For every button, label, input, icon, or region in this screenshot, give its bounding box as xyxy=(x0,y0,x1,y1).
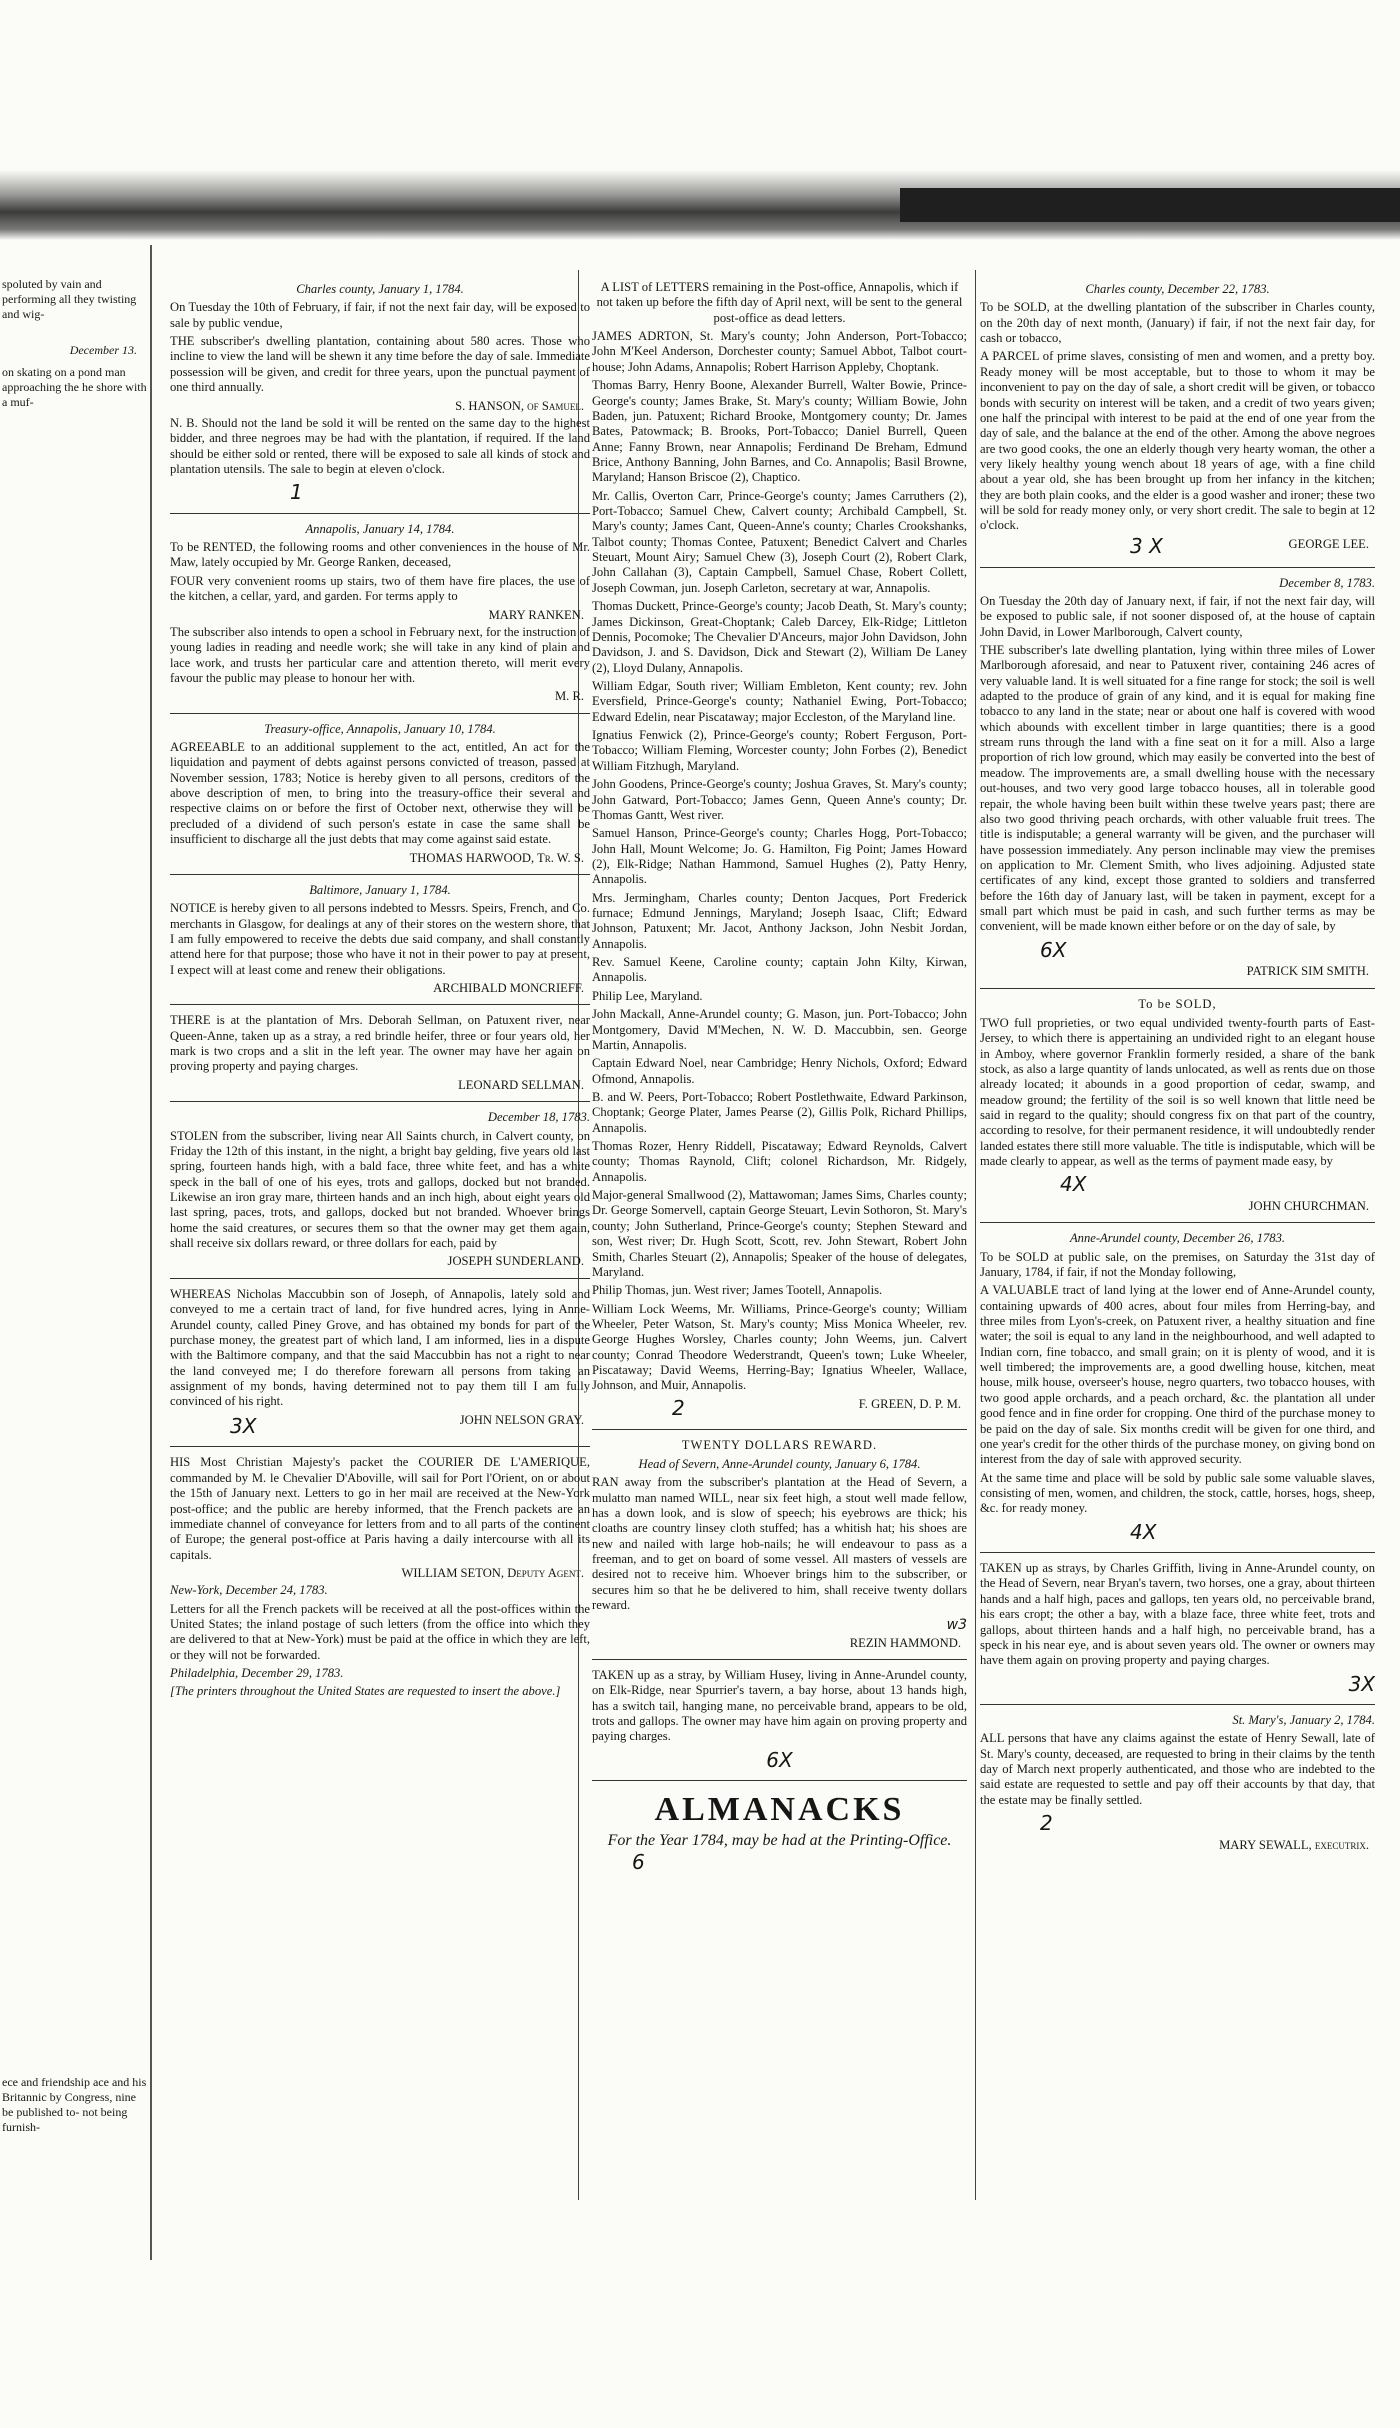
signature: JOHN CHURCHMAN. xyxy=(1248,1198,1369,1213)
ad-sewall xyxy=(980,1713,1375,1853)
left-page-snippet: on skating on a pond man approaching the he shore with a muf- xyxy=(2,365,147,409)
list-paragraph: Samuel Hanson, Prince-George's county; Charles Hogg, Port-Tobacco; John Hall, Mount Welcome; Jo. G. Hamilton, Fig Point; James Howard (2), Elk-Ridge; Nathan Hammond, Samuel Hughes (2), Patty Henry, Annapolis. xyxy=(592,826,967,887)
ad-body: TAKEN up as a stray, by William Husey, living in Anne-Arundel county, on Elk-Ridge, near Spurrier's tavern, a bay horse, about 13 hands high, has a switch tail, hanging mane, no perceivable brand, appears to be old, trots and gallops. The owner may have him again on proving property and paying charges. xyxy=(592,1667,967,1744)
handwritten-mark: 1 xyxy=(290,480,303,505)
signature: MARY RANKEN. xyxy=(488,607,584,622)
divider xyxy=(170,874,590,875)
ad-body: THE subscriber's late dwelling plantation, lying within three miles of Lower Marlborough aforesaid, and near to Patuxent river, containing 246 acres of very valuable land. It is well situated for a fine range for stock; the soil is well adapted to the produce of grain of any kind, and it is equal for making fine tobacco to any land in the state; near or about one half is covered with wood which abounds with excellent timber in large quantities; there is a good stream runs through the land with a fine seat on it for a mill. Also a large proportion of rich low ground, which may easily be converted into the best of meadow. The improvements are, a small dwelling house with the necessary out-houses, and two very good large tobacco houses, all in tolerable good repair, the whole having been built within these twelve years past; there are also two good thriving peach orchards, with other valuable fruit trees. The title is indisputable; a general warranty will be given, and the purchaser will have possession immediately. Any person inclinable may view the premises on application to Mr. Clement Smith, who lives adjoining. Adjusted state certificates of any kind, except those granted to soldiers and transferred before the 16th day of January last, will be taken in payment, except for a small part which must be paid in cash, and such further terms as may be convenient, will be made known either before or on the day of sale, by xyxy=(980,642,1375,934)
ad-body: For the Year 1784, may be had at the Printing-Office. xyxy=(607,1831,952,1849)
column-3 xyxy=(980,280,1375,1861)
ad-note: The subscriber also intends to open a school in February next, for the instruction of young ladies in reading and needle work; she will take in any kind of plain and lace work, and trusts her particular care and attention thereto, will merit every favour the public may please to honour her with. xyxy=(170,624,590,685)
signature: ARCHIBALD MONCRIEFF. xyxy=(433,981,584,996)
handwritten-mark: 6X xyxy=(1040,937,1067,962)
divider xyxy=(592,1780,967,1781)
divider xyxy=(980,1704,1375,1705)
ad-body: HIS Most Christian Majesty's packet the COURIER DE L'AMERIQUE, commanded by M. le Chevalier D'Aboville, will sail for Port l'Orient, on or about the 15th of January next. Letters to go in her mail are received at the New-York post-office; and the public are hereby informed, that the French packets are an immediate channel of conveyance for letters from and to all parts of the continent of Europe; the general post-office at Paris having a daily intercourse with all its capitals. xyxy=(170,1455,590,1562)
list-paragraph: Thomas Rozer, Henry Riddell, Piscataway; Edward Reynolds, Calvert county; Thomas Raynold, Clift; colonel Richardson, Mr. Ridgely, Annapolis. xyxy=(592,1139,967,1184)
dateline: Charles county, December 22, 1783. xyxy=(1085,282,1270,296)
ad-body: WHEREAS Nicholas Maccubbin son of Joseph, of Annapolis, lately sold and conveyed to me a certain tract of land, for five hundred acres, lying in Anne-Arundel county, called Piney Grove, and has obtained my bonds for part of the purchase money, the greatest part of which land, I am informed, lies in a dispute with the Baltimore company, and that the said Maccubbin has not a right to near the land conveyed me; I do therefore forewarn all persons from taking an assignment of my bonds, having determined not to pay them till I am fully convinced of his right. xyxy=(170,1286,590,1409)
handwritten-mark: 3X xyxy=(230,1414,257,1439)
list-paragraph: Philip Lee, Maryland. xyxy=(592,988,703,1003)
ad-harwood xyxy=(170,722,590,866)
signature: THOMAS HARWOOD, Tr. W. S. xyxy=(409,850,584,865)
ad-note: N. B. Should not the land be sold it will be rented on the same day to the highest bidder, and three negroes may be had with the plantation, if required. If the land should be either sold or rented, there will be exposed to sale all kinds of stock and plantation utensils. The sale to begin at eleven o'clock. xyxy=(170,415,590,476)
ad-note: [The printers throughout the United States are requested to insert the above.] xyxy=(170,1684,561,1699)
handwritten-mark: 3X xyxy=(1348,1671,1375,1696)
dateline: Anne-Arundel county, December 26, 1783. xyxy=(1069,1231,1286,1246)
ad-body: TAKEN up as strays, by Charles Griffith, living in Anne-Arundel county, on the Head of Severn, near Bryan's tavern, two horses, one a gray, about thirteen hands and a half high, paces and gallops, ten years old, no perceivable brand, his ears cropt; the other a bay, with a blaze face, three white feet, trots and gallops, about thirteen hands and a half high, no perceivable brand, has a speck in his near eye, and is about seven years old. The owner or owners may have them again on proving property and paying charges. xyxy=(980,1561,1375,1668)
dateline: New-York, December 24, 1783. xyxy=(170,1583,328,1598)
ad-intro: On Tuesday the 20th day of January next, if fair, if not the next fair day, will be exposed to public sale, if not sooner disposed of, at the house of captain John David, in Lower Marlborough, Calvert county, xyxy=(980,593,1375,639)
list-paragraph: William Lock Weems, Mr. Williams, Prince-George's county; William Wheeler, Peter Watson, St. Mary's county; Miss Monica Wheeler, rev. George Hughes Worsley, Charles county; John Weems, jun. Calvert county; Conrad Theodore Wederstrandt, Queen's town; Luke Wheeler, Piscataway; David Weems, Herring-Bay; Ignatius Wheeler, Wallace, Johnson, and Muir, Annapolis. xyxy=(592,1301,967,1393)
list-paragraph: William Edgar, South river; William Embleton, Kent county; rev. John Eversfield, Prince-George's county; Nathaniel Ewing, Port-Tobacco; Edward Edelin, near Piscataway; major Eccleston, of the Maryland line. xyxy=(592,678,967,724)
divider xyxy=(170,713,590,714)
left-page-dateline: December 13. xyxy=(69,343,137,357)
ad-body: NOTICE is hereby given to all persons indebted to Messrs. Speirs, French, and Co. merchants in Glasgow, for dealings at any of their stores on the western shore, that I am fully empowered to receive the debts due said company, and shall constantly attend here for that purpose; those who have it not in their power to pay at present, I expect will at least come and renew their obligations. xyxy=(170,901,590,977)
divider xyxy=(170,1278,590,1279)
ad-body: THE subscriber's dwelling plantation, containing about 580 acres. Those who incline to view the land will be shewn it any time before the day of sale. Immediate possession will be given, and credit for three years, upon the punctual payment of one third annually. xyxy=(170,334,591,395)
ad-title: To be SOLD, xyxy=(1138,996,1217,1011)
signature: F. GREEN, D. P. M. xyxy=(858,1396,961,1411)
dateline: Baltimore, January 1, 1784. xyxy=(309,882,451,897)
divider xyxy=(170,513,590,514)
dateline: December 18, 1783. xyxy=(487,1110,590,1125)
column-1 xyxy=(170,280,590,1708)
signature: WILLIAM SETON, Deputy Agent. xyxy=(401,1565,584,1580)
ad-body: STOLEN from the subscriber, living near All Saints church, in Calvert county, on Friday the 12th of this instant, in the night, a bright bay gelding, five years old last spring, fourteen hands high, with a bald face, three white feet, and has a white speck in the ball of one of his eyes, trots and gallops, docked but not branded. Likewise an iron gray mare, thirteen hands and an inch high, about eight years old last spring, paces, trots, and gallops, docked but not branded. Whoever brings home the said creatures, or secures them so that the owner may get them again, shall receive six dollars reward, or three dollars for each, paid by xyxy=(170,1128,590,1251)
list-paragraph: B. and W. Peers, Port-Tobacco; Robert Postlethwaite, Edward Parkinson, Choptank; George Plater, James Pearse (2), Gillis Polk, Richard Phillips, Annapolis. xyxy=(592,1089,967,1135)
dateline: Head of Severn, Anne-Arundel county, January 6, 1784. xyxy=(638,1456,921,1471)
handwritten-mark: 6 xyxy=(632,1850,645,1875)
ad-body: A VALUABLE tract of land lying at the lower end of Anne-Arundel county, containing upwards of 400 acres, about four miles from Herring-bay, and three miles from Lyon's-creek, on Patuxent river, a healthy situation and fine water; the soil is equal to any land in the neighbourhood, and well adapted to Indian corn, fine tobacco, and small grain; on it is plenty of wood, and it is well timbered; the improvements are, a good dwelling house, kitchen, meat house, milk house, overseer's house, negro quarters, two tobacco houses, with two good apple orchards, and a peach orchard, &c. the plantation all under good fence and in fine order for cropping. One third of the purchase money to be paid on the day of sale. Six months credit will be given for one third, and one year's credit for the other thirds of the purchase money, on giving bond on interest from the day of sale with approved security. xyxy=(980,1283,1375,1467)
dateline: Treasury-office, Annapolis, January 10, 1784. xyxy=(264,721,496,736)
ad-body: FOUR very convenient rooms up stairs, two of them have fire places, the use of the kitchen, a cellar, yard, and garden. For terms apply to xyxy=(170,573,590,604)
divider xyxy=(592,1659,967,1660)
ad-churchman xyxy=(980,997,1375,1215)
dateline: Charles county, January 1, 1784. xyxy=(296,282,464,296)
list-paragraph: Mr. Callis, Overton Carr, Prince-George's county; James Carruthers (2), Port-Tobacco; Samuel Chew, Calvert county; Archibald Campbell, St. Mary's county; James Cant, Queen-Anne's county; Charles Crookshanks, Talbot county; Thomas Contee, Patuxent; Benedict Calvert and Charles Steuart, Mount Airy; Samuel Chew (3), Joseph Court (2), Robert Clark, John Callahan (3), Captain Campbell, Samuel Chase, Robert Collett, Joseph Cowman, jun. Joseph Carleton, secretary at war, Annapolis. xyxy=(592,488,967,595)
list-paragraph: Ignatius Fenwick (2), Prince-George's county; Robert Ferguson, Port-Tobacco; William Fleming, Worcester county; John Forbes (2), Benedict William Fitzhugh, Maryland. xyxy=(592,728,967,773)
ad-intro: To be SOLD at public sale, on the premises, on Saturday the 31st day of January, 1784, if fair, if not the Monday following, xyxy=(980,1249,1375,1279)
ad-lee xyxy=(980,282,1375,559)
ad-intro: To be SOLD, at the dwelling plantation of the subscriber in Charles county, on the 20th day of next month, (January) if fair, if not the next fair day, for cash or tobacco, xyxy=(980,300,1375,346)
dateline: Annapolis, January 14, 1784. xyxy=(305,521,455,536)
handwritten-mark: 4X xyxy=(1130,1519,1157,1544)
dateline: December 8, 1783. xyxy=(1279,575,1375,590)
ad-intro: On Tuesday the 10th of February, if fair, if not the next fair day, will be exposed to sale by public vendue, xyxy=(170,300,590,330)
ad-title: TWENTY DOLLARS REWARD. xyxy=(681,1437,878,1452)
ad-husey xyxy=(592,1668,967,1772)
ad-note: Letters for all the French packets will be received at all the post-offices within the United States; the inland postage of such letters (from the office into which they are delivered to that at New-York) must be paid at the office in which they are left, or they will not be forwarded. xyxy=(170,1601,590,1662)
ad-sellman xyxy=(170,1013,590,1093)
ad-body: A PARCEL of prime slaves, consisting of men and women, and a pretty boy. Ready money will be most acceptable, but to those to whom it may be inconvenient to pay on the day of sale, a short credit will be given, or tobacco bonds with security on interest will be taken, and a credit of two years given; one half the principal with interest to be paid at the end of one year from the day of sale, and the balance at the end of the other. Among the above negroes are two good cooks, the one an elderly though very hearty woman, the other a very likely healthy young wench about 18 years of age, with a fine child about a year old, she has been brought up from her infancy in the kitchen; they are both plain cooks, and the elder is a good washer and ironer; these two will be sold for ready money only, or very short credit. The sale to begin at 12 o'clock. xyxy=(980,349,1375,533)
scan-dark-strip xyxy=(900,188,1400,222)
ad-moncrieff xyxy=(170,883,590,997)
signature: JOSEPH SUNDERLAND. xyxy=(447,1254,584,1269)
ad-body: RAN away from the subscriber's plantation at the Head of Severn, a mulatto man named WILL, near six feet high, a stout well made fellow, has a down look, and is slow of speech; his eyebrows are thick; his cloaths are country linsey cloth stuffed; has a whitish hat; his shoes are new and nailed with large hob-nails; he will endeavour to pass as a freeman, and to get on board of some vessel. All masters of vessels are desired not to receive him. Whoever brings him to the subscriber, or secures him so that he be delivered to him, shall receive twenty dollars reward. xyxy=(592,1475,967,1613)
list-paragraph: Mrs. Jermingham, Charles county; Denton Jacques, Port Frederick furnace; Edmund Jennings, Maryland; Joseph Isaac, Clift; Edward Johnson, Patuxent; Mr. Jacot, Anthony Jackson, John Nesbit Jordan, Annapolis. xyxy=(592,890,967,951)
left-page-bottom-text: ece and friendship ace and his Britannic by Congress, nine be published to- not being furnish- xyxy=(2,2075,147,2134)
signature: REZIN HAMMOND. xyxy=(849,1635,961,1650)
handwritten-mark: 4X xyxy=(1060,1172,1087,1197)
divider xyxy=(980,1552,1375,1553)
ad-body: AGREEABLE to an additional supplement to the act, entitled, An act for the liquidation and payment of debts against persons convicted of treason, passed at November session, 1783; Notice is hereby given to all persons, creditors of the above description of men, to bring into the treasury-office their several and respective claims on or before the first of October next, otherwise they will be precluded of a dividend of such person's estate in case the same shall be insufficient to discharge all the just debts that may come against said estate. xyxy=(170,740,590,847)
left-page-fragment xyxy=(0,245,152,2260)
list-paragraph: Major-general Smallwood (2), Mattawoman; James Sims, Charles county; Dr. George Somervell, captain George Steuart, Levin Sothoron, St. Mary's county; John Sutherland, Prince-George's county; Stephen Steward and son, West river; Dr. Hugh Scott, Scott, rev. John Stewart, Robert John Smith, Charles Steuart (2), Annapolis; Speaker of the house of delegates, Maryland. xyxy=(592,1188,967,1279)
handwritten-mark: 6X xyxy=(766,1747,793,1772)
signature: M. R. xyxy=(554,689,584,704)
ad-sunderland xyxy=(170,1110,590,1270)
list-paragraph: Captain Edward Noel, near Cambridge; Henry Nichols, Oxford; Edward Ofmond, Annapolis. xyxy=(592,1056,967,1086)
dateline: St. Mary's, January 2, 1784. xyxy=(1232,1712,1375,1727)
ad-hanson xyxy=(170,282,590,505)
divider xyxy=(980,567,1375,568)
signature: S. HANSON, of Samuel. xyxy=(455,398,584,413)
list-paragraph: Thomas Barry, Henry Boone, Alexander Burrell, Walter Bowie, Prince-George's county; James Brake, St. Mary's county; William Bowie, John Baden, jun. Patuxent; Richard Brooke, Montgomery county; Dr. James Bates, Patowmack; B. Brooks, Port-Tobacco; Daniel Burrell, Queen Anne; Fanny Brown, near Annapolis; Ferdinand De Breham, Edmund Brice, Anthony Banning, John Barnes, and Co. Annapolis; Basil Browne, Maryland; Hanson Briscoe (2), Chaptico. xyxy=(592,378,967,485)
list-title: A LIST of LETTERS remaining in the Post-office, Annapolis, which if not taken up before the fifth day of April next, will be sent to the general post-office as dead letters. xyxy=(596,280,963,325)
dateline: Philadelphia, December 29, 1783. xyxy=(170,1666,344,1681)
divider xyxy=(170,1446,590,1447)
signature: LEONARD SELLMAN. xyxy=(458,1077,584,1092)
list-paragraph: Thomas Duckett, Prince-George's county; Jacob Death, St. Mary's county; James Dickinson, Great-Choptank; Caleb Darcey, Elk-Ridge; Littleton Dennis, Pocomoke; The Chevalier D'Anceurs, major John Davidson, John Davidson, J. and S. Davidson, Dick and Stewart (2), William De Laney (2), Lloyd Dulany, Annapolis. xyxy=(592,599,967,675)
handwritten-mark: 3 X xyxy=(1130,534,1163,559)
ad-seton xyxy=(170,1455,590,1699)
divider xyxy=(170,1101,590,1102)
list-paragraph: John Goodens, Prince-George's county; Joshua Graves, St. Mary's county; John Gatward, Port-Tobacco; James Genn, Queen Anne's county; Dr. Thomas Gantt, West river. xyxy=(592,777,967,822)
ad-anne-arundel-land xyxy=(980,1231,1375,1544)
signature: JOHN NELSON GRAY. xyxy=(459,1412,584,1427)
column-2 xyxy=(592,280,967,1883)
signature: MARY SEWALL, executrix. xyxy=(1219,1837,1369,1852)
signature: PATRICK SIM SMITH. xyxy=(1246,964,1369,979)
ad-smith xyxy=(980,576,1375,980)
ad-note: At the same time and place will be sold by public sale some valuable slaves, consisting of men, women, and children, the stock, cattle, horses, hogs, sheep, &c. for ready money. xyxy=(980,1470,1375,1516)
ad-gray xyxy=(170,1287,590,1439)
ad-hammond xyxy=(592,1438,967,1651)
divider xyxy=(592,1429,967,1430)
column-divider xyxy=(975,270,976,2200)
ad-griffith xyxy=(980,1561,1375,1696)
ad-body: TWO full proprieties, or two equal undivided twenty-fourth parts of East-Jersey, to which there is appertaining an undivided right to an elegant house in Amboy, where governor Franklin formerly resided, a share of the bank stock, as also a large quantity of lands unlocated, as well as rents due on those already located; it abounds in a good proportion of cedar, swamp, and meadow ground; the fertility of the soil is so well known that little need be said in regard to the quality; should congress fix on that part of the country, according to resolve, for their permanent residence, it will undoubtedly render landed estates there still more valuable. The title is indisputable, which will be made clearly to appear, as well as the terms of payment made easy, by xyxy=(980,1015,1375,1169)
list-paragraph: Rev. Samuel Keene, Caroline county; captain John Kilty, Kirwan, Annapolis. xyxy=(592,955,967,985)
handwritten-mark: 2 xyxy=(672,1396,685,1421)
list-paragraph: Philip Thomas, jun. West river; James Tootell, Annapolis. xyxy=(592,1283,883,1298)
handwritten-mark: w3 xyxy=(946,1616,967,1633)
list-paragraph: JAMES ADRTON, St. Mary's county; John Anderson, Port-Tobacco; John M'Keel Anderson, Dorchester county; Samuel Abbot, Talbot court-house; John Adams, Annapolis; Robert Harrison Appleby, Choptank. xyxy=(592,329,967,374)
ad-body: ALL persons that have any claims against the estate of Henry Sewall, late of St. Mary's county, deceased, are requested to bring in their claims by the tenth day of March next properly authenticated, and those who are indebted to the said estate are requested to settle and pay off their accounts by that day, that the estate may be finally settled. xyxy=(980,1731,1375,1807)
signature: GEORGE LEE. xyxy=(1288,536,1369,551)
divider xyxy=(980,988,1375,989)
left-page-top-text: spoluted by vain and performing all they twisting and wig- xyxy=(2,277,137,321)
ad-title: ALMANACKS xyxy=(654,1791,905,1829)
divider xyxy=(980,1222,1375,1223)
ad-intro: To be RENTED, the following rooms and other conveniences in the house of Mr. Maw, lately occupied by Mr. George Ranken, deceased, xyxy=(170,540,590,570)
list-paragraph: John Mackall, Anne-Arundel county; G. Mason, jun. Port-Tobacco; John Montgomery, David M'Mechen, N. W. D. Maccubbin, sen. George Martin, Annapolis. xyxy=(592,1007,967,1052)
handwritten-mark: 2 xyxy=(1040,1811,1053,1836)
divider xyxy=(170,1004,590,1005)
ad-almanacks xyxy=(592,1789,967,1874)
ad-ranken xyxy=(170,522,590,705)
ad-letter-list xyxy=(592,280,967,1421)
ad-body: THERE is at the plantation of Mrs. Deborah Sellman, on Patuxent river, near Queen-Anne, taken up as a stray, a red brindle heifer, three or four years old, her mark is two crops and a slit in the left year. The owner may have her again on proving property and paying charges. xyxy=(170,1013,590,1074)
